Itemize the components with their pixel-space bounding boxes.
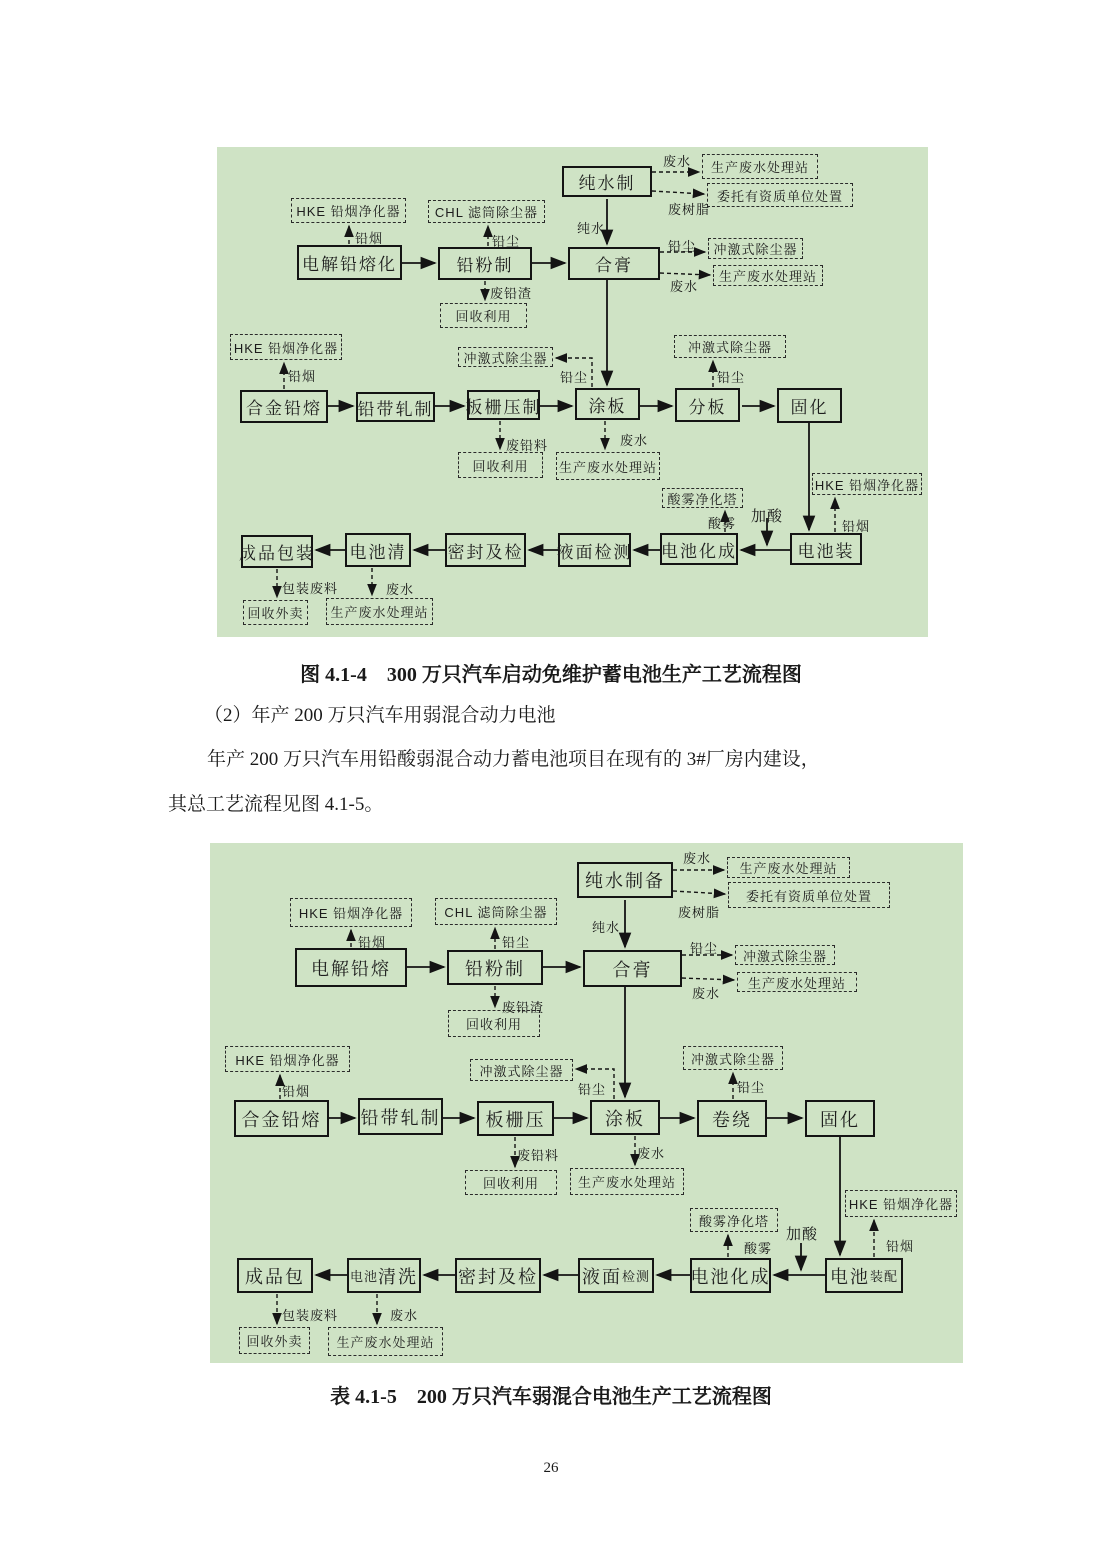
- label-lead-dust: 铅尘: [578, 1082, 607, 1097]
- label-lead-dust: 铅尘: [737, 1080, 766, 1095]
- label-lead-dust: 铅尘: [492, 234, 521, 249]
- treatment-recycle: 回收利用: [465, 1170, 557, 1195]
- page-number: 26: [543, 1460, 559, 1476]
- label-wastewater: 废水: [663, 154, 692, 169]
- label-add-acid: 加酸: [751, 508, 784, 525]
- label-wastewater: 废水: [670, 279, 699, 294]
- node-sealing-inspection: 密封及检: [445, 533, 526, 567]
- label-pure-water: 纯水: [592, 920, 621, 935]
- paragraph-body-line2: 其总工艺流程见图 4.1-5。: [168, 794, 384, 815]
- treatment-hke-fume-purifier: HKE 铅烟净化器: [845, 1190, 957, 1217]
- treatment-hke-fume-purifier: HKE 铅烟净化器: [291, 198, 406, 223]
- treatment-hke-fume-purifier: HKE 铅烟净化器: [812, 473, 922, 495]
- label-lead-fume: 铅烟: [886, 1239, 915, 1254]
- treatment-recycle-resell: 回收外卖: [243, 600, 308, 625]
- node-grid-pressing: 板栅压: [477, 1101, 554, 1136]
- treatment-impact-deduster: 冲激式除尘器: [708, 238, 803, 259]
- figure-caption-4-1-4: 图 4.1-4 300 万只汽车启动免维护蓄电池生产工艺流程图: [300, 664, 802, 686]
- label-lead-fume: 铅烟: [842, 519, 871, 534]
- node-final-packing: 成品包: [237, 1258, 313, 1293]
- label-acid-mist: 酸雾: [708, 516, 737, 531]
- node-plate-coating: 涂板: [575, 388, 640, 420]
- node-battery-assembly: 电池装: [790, 533, 862, 565]
- node-electrolytic-lead-melting: 电解铅熔化: [297, 245, 402, 280]
- treatment-wastewater-station: 生产废水处理站: [702, 154, 818, 179]
- node-curing: 固化: [805, 1100, 875, 1137]
- figure-flow-diagram-300w: [217, 147, 928, 637]
- label-lead-scrap: 废铅料: [506, 438, 549, 453]
- paragraph-body-line1: 年产 200 万只汽车用铅酸弱混合动力蓄电池项目在现有的 3#厂房内建设，: [207, 749, 820, 770]
- node-label-part: 电池: [829, 1266, 870, 1287]
- label-lead-scrap: 废铅料: [517, 1148, 560, 1163]
- node-final-packing: 成品包装: [241, 535, 313, 568]
- treatment-wastewater-station: 生产废水处理站: [556, 452, 660, 480]
- node-battery-assembly: [825, 1258, 903, 1293]
- treatment-acid-mist-tower: 酸雾净化塔: [662, 488, 743, 508]
- node-plate-coating: 涂板: [590, 1100, 660, 1135]
- treatment-acid-mist-tower: 酸雾净化塔: [690, 1208, 778, 1232]
- label-waste-resin: 废树脂: [668, 202, 711, 217]
- treatment-chl-cartridge-filter: CHL 滤筒除尘器: [435, 898, 557, 925]
- node-liquid-level-check: [578, 1258, 654, 1293]
- treatment-impact-deduster: 冲激式除尘器: [683, 1046, 783, 1070]
- node-battery-formation: 电池化成: [690, 1258, 771, 1293]
- node-pure-water-preparation: 纯水制备: [577, 862, 673, 898]
- label-lead-dust: 铅尘: [717, 370, 746, 385]
- label-waste-resin: 废树脂: [678, 905, 721, 920]
- node-paste-mixing: 合膏: [583, 950, 682, 987]
- node-lead-strip-rolling: 铅带轧制: [358, 1098, 443, 1135]
- treatment-chl-cartridge-filter: CHL 滤筒除尘器: [428, 200, 545, 223]
- treatment-hke-fume-purifier: HKE 铅烟净化器: [230, 334, 342, 360]
- treatment-recycle-resell: 回收外卖: [239, 1327, 310, 1354]
- label-lead-fume: 铅烟: [282, 1084, 311, 1099]
- node-label-part: 清洗: [378, 1266, 418, 1287]
- treatment-wastewater-station: 生产废水处理站: [328, 1327, 443, 1356]
- treatment-recycle: 回收利用: [458, 452, 543, 478]
- label-wastewater: 废水: [692, 986, 721, 1001]
- treatment-impact-deduster: 冲激式除尘器: [458, 347, 553, 367]
- node-grid-pressing: 板栅压制: [467, 390, 540, 420]
- node-lead-strip-rolling: 铅带轧制: [356, 392, 435, 422]
- label-lead-slag: 废铅渣: [490, 286, 533, 301]
- treatment-impact-deduster: 冲激式除尘器: [470, 1059, 573, 1081]
- node-electrolytic-lead-melting: 电解铅熔: [295, 948, 407, 987]
- node-paste-mixing: 合膏: [568, 247, 660, 280]
- node-alloy-lead-melting: 合金铅熔: [234, 1100, 329, 1137]
- node-label-part: 检测: [621, 1269, 650, 1284]
- node-winding: 卷绕: [697, 1100, 767, 1137]
- node-battery-cleaning: 电池清: [345, 533, 411, 567]
- treatment-entrusted-disposal: 委托有资质单位处置: [728, 882, 890, 908]
- node-curing: 固化: [777, 388, 842, 423]
- node-alloy-lead-melting: 合金铅熔: [240, 390, 328, 423]
- treatment-hke-fume-purifier: HKE 铅烟净化器: [225, 1046, 350, 1072]
- treatment-hke-fume-purifier: HKE 铅烟净化器: [290, 898, 412, 927]
- label-packing-waste: 包装废料: [282, 581, 339, 596]
- treatment-recycle: 回收利用: [448, 1010, 540, 1037]
- label-wastewater: 废水: [390, 1308, 419, 1323]
- label-pure-water: 纯水: [577, 221, 606, 236]
- node-lead-powder-making: 铅粉制: [438, 247, 532, 280]
- paragraph-item-2: （2）年产 200 万只汽车用弱混合动力电池: [204, 705, 556, 726]
- node-pure-water-making: 纯水制: [562, 166, 652, 197]
- treatment-impact-deduster: 冲激式除尘器: [674, 335, 786, 358]
- label-lead-dust: 铅尘: [690, 941, 719, 956]
- label-lead-fume: 铅烟: [288, 369, 317, 384]
- node-plate-splitting: 分板: [675, 388, 740, 422]
- node-label-part: 装配: [869, 1269, 898, 1284]
- label-wastewater: 废水: [386, 582, 415, 597]
- figure-caption-4-1-5: 表 4.1-5 200 万只汽车弱混合电池生产工艺流程图: [330, 1386, 772, 1408]
- treatment-wastewater-station: 生产废水处理站: [727, 857, 850, 878]
- treatment-wastewater-station: 生产废水处理站: [737, 972, 857, 992]
- label-lead-slag: 废铅渣: [502, 1000, 545, 1015]
- label-acid-mist: 酸雾: [744, 1241, 773, 1256]
- treatment-entrusted-disposal: 委托有资质单位处置: [707, 183, 853, 207]
- node-battery-formation: 电池化成: [660, 533, 738, 565]
- label-lead-fume: 铅烟: [355, 231, 384, 246]
- label-lead-dust: 铅尘: [502, 935, 531, 950]
- node-sealing-inspection: 密封及检: [455, 1258, 541, 1293]
- node-liquid-level-check: 液面检测: [558, 533, 631, 567]
- label-lead-fume: 铅烟: [358, 935, 387, 950]
- treatment-impact-deduster: 冲激式除尘器: [735, 945, 835, 965]
- label-wastewater: 废水: [637, 1146, 666, 1161]
- treatment-recycle: 回收利用: [440, 303, 527, 328]
- label-lead-dust: 铅尘: [560, 370, 589, 385]
- label-wastewater: 废水: [620, 433, 649, 448]
- label-wastewater: 废水: [683, 851, 712, 866]
- node-battery-cleaning: [347, 1258, 421, 1293]
- treatment-wastewater-station: 生产废水处理站: [713, 265, 823, 286]
- treatment-wastewater-station: 生产废水处理站: [570, 1168, 684, 1195]
- node-label-part: 电池: [349, 1269, 378, 1284]
- node-lead-powder-making: 铅粉制: [447, 950, 543, 985]
- label-packing-waste: 包装废料: [282, 1308, 339, 1323]
- figure-flow-diagram-200w: [210, 843, 963, 1363]
- treatment-wastewater-station: 生产废水处理站: [326, 598, 433, 625]
- node-label-part: 液面: [581, 1266, 622, 1287]
- label-lead-dust: 铅尘: [668, 239, 697, 254]
- label-add-acid: 加酸: [786, 1226, 819, 1243]
